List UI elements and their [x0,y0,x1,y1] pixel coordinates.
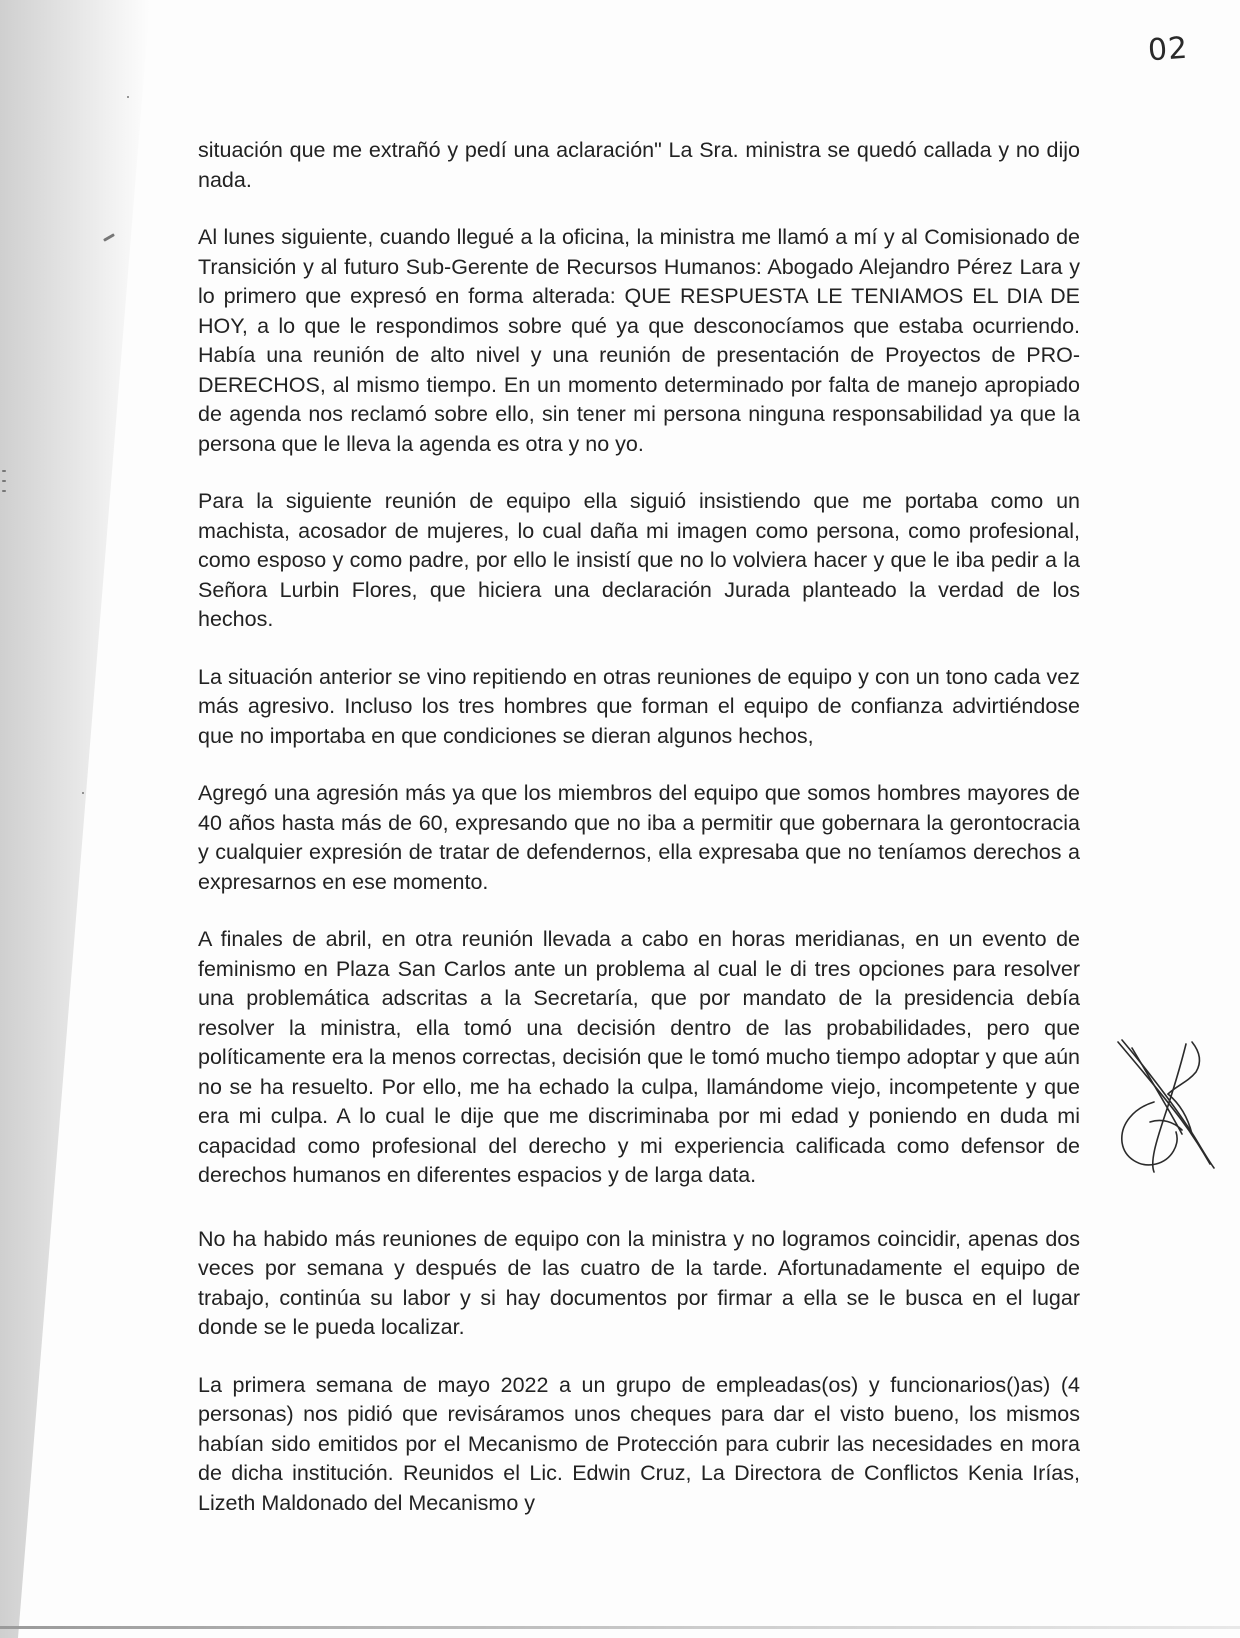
scan-speck [2,470,6,472]
paragraph-4: La situación anterior se vino repitiendo en otras reuniones de equipo y con un tono cada vez más agresivo. Incluso los tres hombres que forman el equipo de confianza advirtiéndose que no importaba en que condiciones se dieran algunos hechos, [198,664,1080,748]
scan-speck [127,96,129,98]
scan-shadow-edge [0,0,150,1638]
scan-speck [2,480,6,482]
paragraph-2: Al lunes siguiente, cuando llegué a la oficina, la ministra me llamó a mí y al Comisionado de Transición y al futuro Sub-Gerente de Recursos Humanos: Abogado Alejandro Pérez Lara y lo primero que expresó en forma alterada: QUE RESPUESTA LE TENIAMOS EL DIA DE HOY, a lo que le respondimos sobre qué ya que desconocíamos que estaba ocurriendo. Había una reunión de alto nivel y una reunión de presentación de Proyectos de PRO-DERECHOS, al mismo tiempo. En un momento determinado por falta de manejo apropiado de agenda nos reclamó sobre ello, sin tener mi persona ninguna responsabilidad ya que la persona que le lleva la agenda es otra y no yo. [198,225,1080,456]
paragraph-5: Agregó una agresión más ya que los miembros del equipo que somos hombres mayores de 40 años hasta más de 60, expresando que no iba a permitir que gobernara la gerontocracia y cualquier expresión de tratar de defendernos, ella expresaba que no teníamos derechos a expresarnos en ese momento. [198,781,1080,894]
paragraph-7: No ha habido más reuniones de equipo con la ministra y no logramos coincidir, apenas dos veces por semana y después de las cuatro de la tarde. Afortunadamente el equipo de trabajo, continúa su labor y si hay documentos por firmar a ella se le busca en el lugar donde se le pueda localizar. [198,1226,1080,1339]
handwritten-signature [1110,1038,1220,1178]
paragraph-1: situación que me extrañó y pedí una aclaración" La Sra. ministra se quedó callada y no dijo nada. [198,138,1080,192]
paragraph-6: A finales de abril, en otra reunión llevada a cabo en horas meridianas, en un evento de feminismo en Plaza San Carlos ante un problema al cual le di tres opciones para resolver una problemática adscritas a la Secretaría, que por mandato de la presidencia debía resolver la ministra, ella tomó una decisión dentro de las probabilidades, pero que políticamente era la menos correctas, decisión que le tomó mucho tiempo adoptar y que aún no se ha resuelto. Por ello, me ha echado la culpa, llamándome viejo, incompetente y que era mi culpa. A lo cual le dije que me discriminaba por mi edad y poniendo en duda mi capacidad como profesional del derecho y mi experiencia calificada como defensor de derechos humanos en diferentes espacios y de larga data. [198,927,1080,1187]
scan-bottom-edge [0,1626,1240,1629]
paragraph-8: La primera semana de mayo 2022 a un grupo de empleadas(os) y funcionarios()as) (4 personas) nos pidió que revisáramos unos cheques para dar el visto bueno, los mismos habían sido emitidos por el Mecanismo de Protección para cubrir las necesidades en mora de dicha institución. Reunidos el Lic. Edwin Cruz, La Directora de Conflictos Kenia Irías, Lizeth Maldonado del Mecanismo y [198,1372,1080,1515]
scan-speck [2,490,6,492]
paragraph-3: Para la siguiente reunión de equipo ella siguió insistiendo que me portaba como un machista, acosador de mujeres, lo cual daña mi imagen como persona, como profesional, como esposo y como padre, por ello le insistí que no lo volviera hacer y que le iba pedir a la Señora Lurbin Flores, que hiciera una declaración Jurada planteado la verdad de los hechos. [198,489,1080,631]
scan-speck [82,792,84,794]
page-number: 02 [1146,30,1190,69]
document-body [198,136,1080,1546]
